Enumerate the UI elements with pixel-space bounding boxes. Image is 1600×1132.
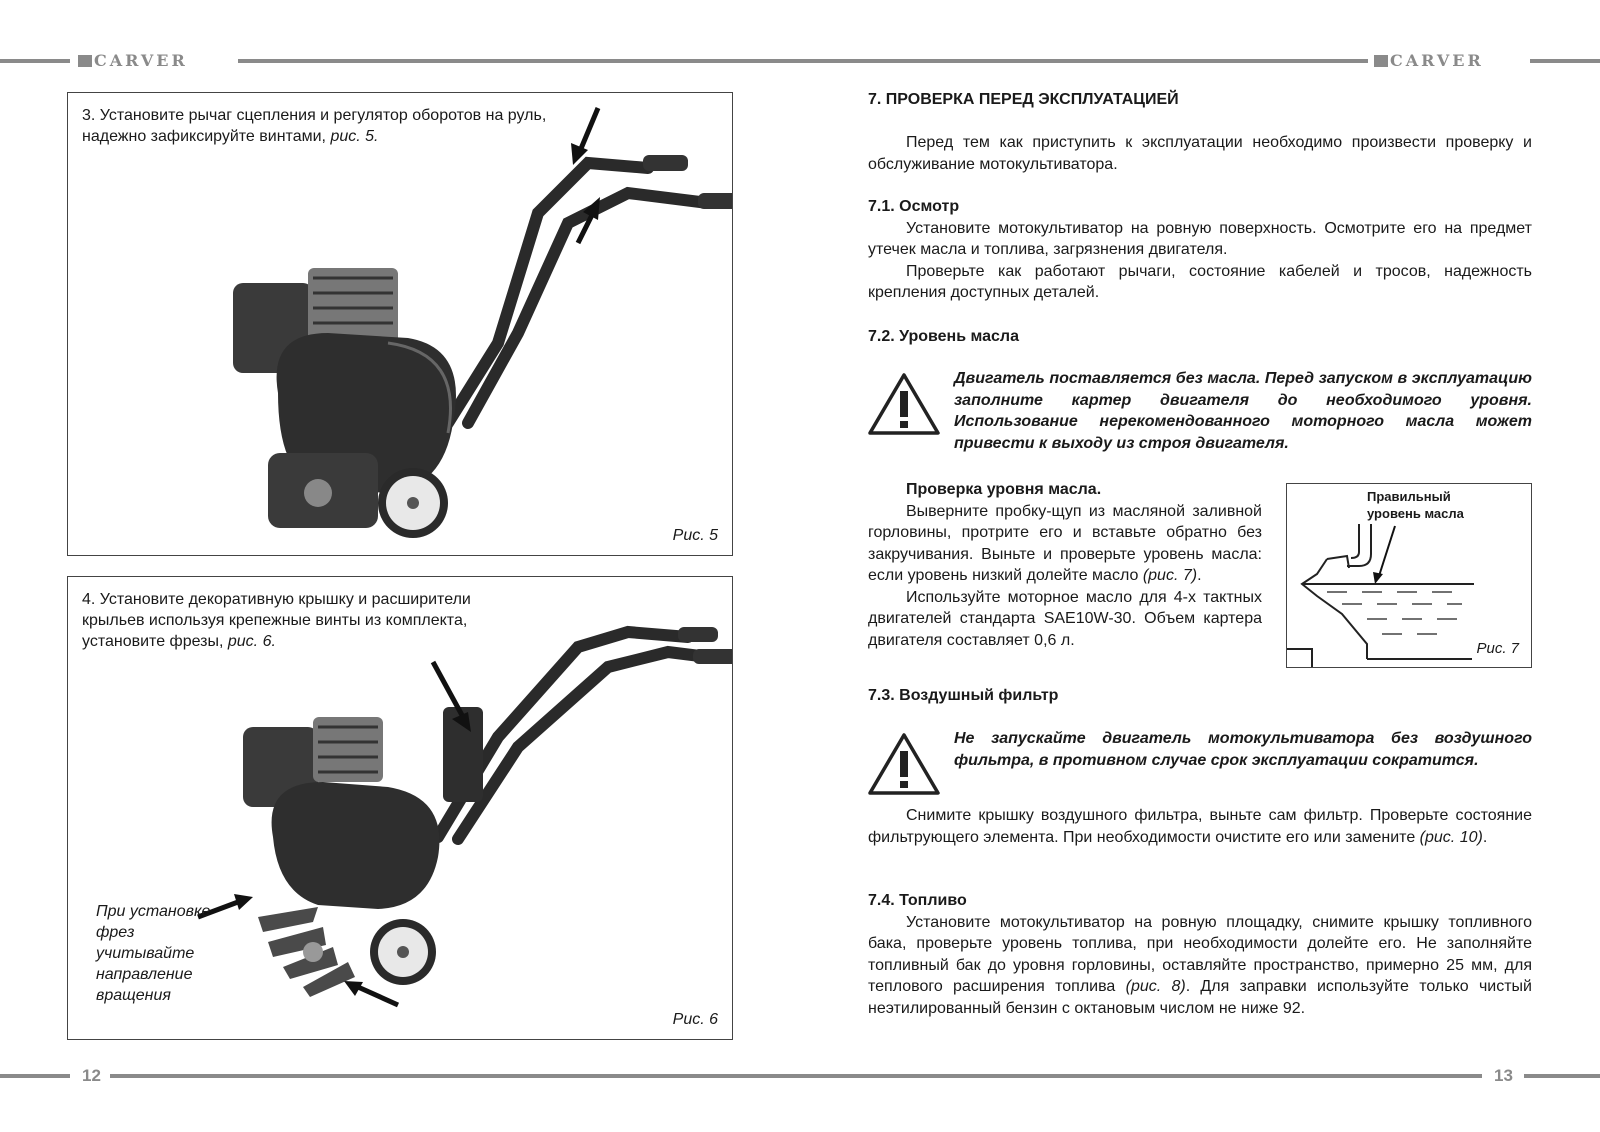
figure-7-label: Рис. 7 [1476, 639, 1519, 657]
air-filter-heading: 7.3. Воздушный фильтр [868, 687, 1059, 704]
brand-logo-left [78, 51, 188, 71]
inspection-section [868, 196, 1532, 304]
intro-block [868, 132, 1532, 175]
warning-triangle-icon [868, 731, 940, 797]
oil-heading: 7.2. Уровень масла [868, 328, 1019, 345]
oil-check-block [868, 479, 1532, 657]
inspection-heading: 7.1. Осмотр [868, 198, 960, 215]
oil-section-heading-block [868, 326, 1532, 348]
fuel-heading: 7.4. Топливо [868, 892, 967, 909]
cultivator-illustration [68, 93, 732, 555]
figure-6 [67, 576, 733, 1040]
header-rule-left [0, 59, 70, 63]
figure-6-caption: 4. Установите декоративную крышку и расширители крыльев используя крепежные винты из комплекта, установите фрезы, рис. 6. [82, 591, 471, 650]
figure-5-caption: 3. Установите рычаг сцепления и регулятор оборотов на руль, надежно зафиксируйте винтами, рис. 5. [82, 107, 547, 145]
section-7-title-block [868, 89, 1532, 111]
footer-rule-center [110, 1074, 1482, 1078]
oil-check-text [868, 479, 1262, 651]
oil-warning [868, 368, 1532, 454]
air-filter-paragraph: Снимите крышку воздушного фильтра, выньте сам фильтр. Проверьте состояние фильтрующего элемента. При необходимости очистите его или замените (рис. 10). [868, 807, 1532, 846]
oil-warning-block [868, 368, 1532, 454]
air-filter-warning [868, 728, 1532, 771]
logo-mark-icon [1374, 55, 1388, 67]
air-filter-warning-block [868, 728, 1532, 771]
footer-rule-right [1524, 1074, 1600, 1078]
header-rule-right [1530, 59, 1600, 63]
page-number-left: 12 [82, 1066, 101, 1085]
figure-7 [1286, 483, 1532, 668]
logo-mark-icon [78, 55, 92, 67]
intro-paragraph: Перед тем как приступить к эксплуатации необходимо произвести проверку и обслуживание мотокультиватора. [868, 134, 1532, 173]
oil-check-wrap [868, 479, 1532, 657]
fuel-section [868, 890, 1532, 1019]
figure-7-title: Правильный уровень масла [1367, 489, 1464, 521]
fuel-paragraph: Установите мотокультиватор на ровную площадку, снимите крышку топливного бака, проверьте уровень топлива, при необходимости долейте его. Не заполняйте топливный бак до уровня горловины, оставляйте пространство, примерно 25 мм, для теплового расширения топлива (рис. 8). Для заправки используйте только чистый неэтилированный бензин с октановым числом не ниже 92. [868, 913, 1532, 1017]
warning-triangle-icon [868, 371, 940, 437]
air-filter-heading-block [868, 685, 1532, 707]
air-filter-warning-text: Не запускайте двигатель мотокультиватора без воздушного фильтра, в противном случае срок эксплуатации сократится. [954, 730, 1532, 769]
footer-rule-left [0, 1074, 70, 1078]
oil-check-paragraph-2: Используйте моторное масло для 4-х тактных двигателей стандарта SAE10W-30. Объем картера двигателя составляет 0,6 л. [868, 588, 1262, 649]
brand-name: CARVER [1390, 51, 1484, 70]
brand-logo-right [1374, 51, 1484, 71]
header-rule-center [238, 59, 1368, 63]
oil-check-subheading: Проверка уровня масла. [906, 481, 1102, 498]
figure-5-label: Рис. 5 [672, 527, 718, 544]
figure-5 [67, 92, 733, 556]
page-number-right: 13 [1494, 1066, 1513, 1085]
oil-warning-text: Двигатель поставляется без масла. Перед запуском в эксплуатацию заполните картер двигателя до необходимого уровня. Использование нерекомендованного моторного масла может привести к выходу из строя двигателя. [954, 370, 1532, 452]
inspection-paragraph-2: Проверьте как работают рычаги, состояние кабелей и тросов, надежность крепления доступных деталей. [868, 262, 1532, 301]
air-filter-text-block [868, 805, 1532, 848]
figure-6-label: Рис. 6 [672, 1011, 718, 1028]
rotation-note: При установке фрез учитывайте направление вращения [96, 903, 211, 1004]
section-title: 7. ПРОВЕРКА ПЕРЕД ЭКСПЛУАТАЦИЕЙ [868, 91, 1179, 108]
brand-name: CARVER [94, 51, 188, 70]
oil-check-paragraph-1: Выверните пробку-щуп из масляной заливной горловины, протрите его и вставьте обратно без закручивания. Выньте и проверьте уровень масла: если уровень низкий долейте масло (рис. 7). [868, 502, 1262, 584]
inspection-paragraph-1: Установите мотокультиватор на ровную поверхность. Осмотрите его на предмет утечек масла и топлива, загрязнения двигателя. [868, 219, 1532, 258]
